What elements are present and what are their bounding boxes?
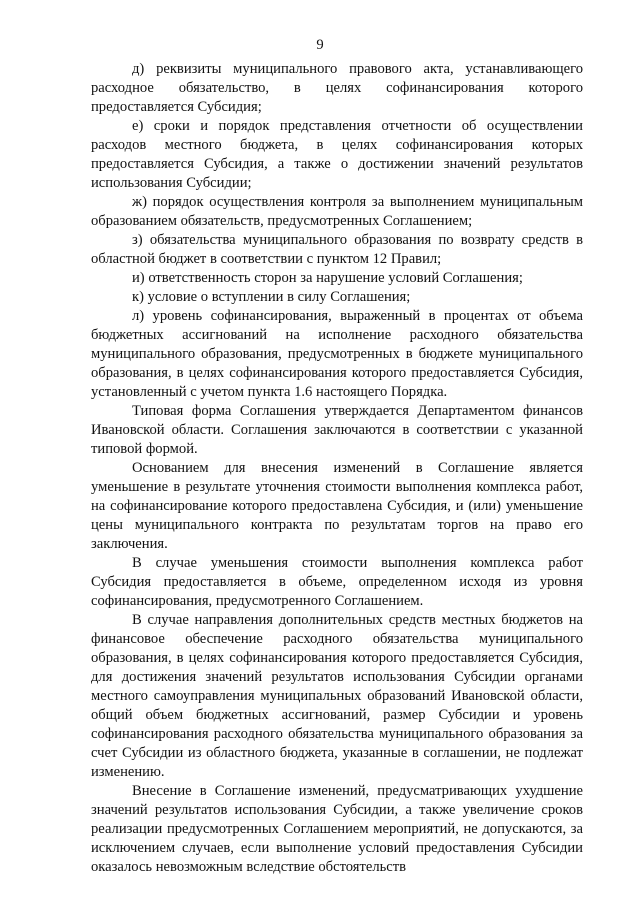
paragraph-additional-funds: В случае направления дополнительных средств местных бюджетов на финансовое обеспечение расходного обязательства муниципального образования, в целях софинансирования которого предоставляется Субсидия, для достижения значений результатов использования Субсидии органами местного самоуправления муниципальных образований Ивановской области, общий объем бюджетных ассигнований, размер Субсидии и уровень софинансирования расходного обязательства муниципального образования за счет Субсидии из областного бюджета, указанные в соглашении, не подлежат изменению. [91, 612, 583, 780]
paragraph-i: и) ответственность сторон за нарушение условий Соглашения; [132, 270, 523, 286]
paragraph-l: л) уровень софинансирования, выраженный в процентах от объема бюджетных ассигнований на исполнение расходного обязательства муниципального образования, предусмотренных в бюджете муниципального образования, в целях софинансирования которого предоставляется Субсидия, установленный с учетом пункта 1.6 настоящего Порядка. [91, 308, 583, 400]
document-body [91, 60, 583, 877]
paragraph-amendments: Внесение в Соглашение изменений, предусматривающих ухудшение значений результатов использования Субсидии, а также увеличение сроков реализации предусмотренных Соглашением мероприятий, не допускаются, за исключением случаев, если выполнение условий предоставления Субсидии оказалось невозможным вследствие обстоятельств [91, 783, 583, 875]
paragraph-standard-form: Типовая форма Соглашения утверждается Департаментом финансов Ивановской области. Соглашения заключаются в соответствии с указанной типовой формой. [91, 403, 583, 457]
paragraph-k: к) условие о вступлении в силу Соглашения; [132, 289, 411, 305]
paragraph-zh: ж) порядок осуществления контроля за выполнением муниципальным образованием обязательств, предусмотренных Соглашением; [91, 194, 583, 229]
paragraph-e: е) сроки и порядок представления отчетности об осуществлении расходов местного бюджета, в целях софинансирования которых предоставляется Субсидия, а также о достижении значений результатов использования Субсидии; [91, 118, 583, 191]
page-number: 9 [316, 37, 324, 53]
paragraph-grounds-for-changes: Основанием для внесения изменений в Соглашение является уменьшение в результате уточнения стоимости выполнения комплекса работ, на софинансирование которого предоставлена Субсидия, и (или) уменьшение цены муниципального контракта по результатам торгов на право его заключения. [91, 460, 583, 552]
paragraph-z: з) обязательства муниципального образования по возврату средств в областной бюджет в соответствии с пунктом 12 Правил; [91, 232, 583, 267]
paragraph-d: д) реквизиты муниципального правового акта, устанавливающего расходное обязательство, в целях софинансирования которого предоставляется Субсидия; [91, 61, 583, 115]
paragraph-cost-reduction: В случае уменьшения стоимости выполнения комплекса работ Субсидия предоставляется в объеме, определенном исходя из уровня софинансирования, предусмотренного Соглашением. [91, 555, 583, 609]
